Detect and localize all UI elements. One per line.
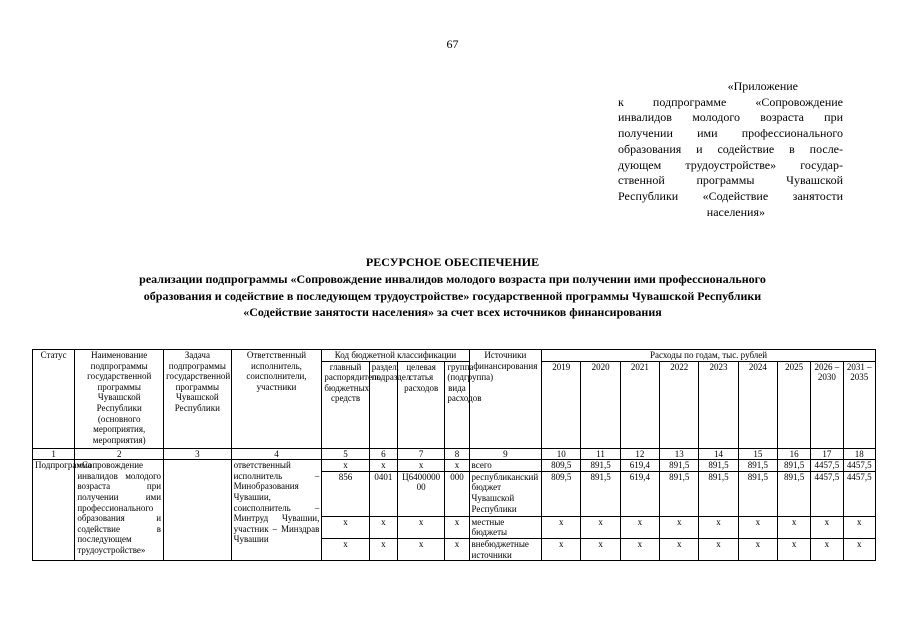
value-cell: 4457,5 <box>811 460 843 472</box>
appendix-line: «Приложение <box>727 79 798 93</box>
column-number: 15 <box>738 448 777 460</box>
header-year: 2021 <box>620 361 659 448</box>
value-cell: x <box>843 516 875 538</box>
header-group: группа (подгруппа) вида расходов <box>445 361 469 448</box>
value-cell: x <box>811 538 843 560</box>
column-number: 4 <box>231 448 322 460</box>
value-cell: 809,5 <box>542 460 581 472</box>
value-cell: 891,5 <box>699 460 738 472</box>
value-cell: 891,5 <box>581 471 620 516</box>
resource-table <box>32 349 876 561</box>
column-number: 7 <box>397 448 444 460</box>
value-cell: x <box>660 538 699 560</box>
source-cell: местные бюджеты <box>469 516 542 538</box>
value-cell: x <box>843 538 875 560</box>
appendix-line: образования и содействие в после- <box>618 141 843 156</box>
task-cell <box>164 460 232 561</box>
code-cell: x <box>322 516 369 538</box>
value-cell: 4457,5 <box>811 471 843 516</box>
subtitle-line: «Содействие занятости населения» за счет всех источников финансирования <box>243 305 662 319</box>
code-cell: x <box>369 516 397 538</box>
table-row <box>33 460 876 472</box>
header-status: Статус <box>33 350 75 449</box>
appendix-line: к подпрограмме «Сопровождение <box>618 94 843 109</box>
column-number: 13 <box>660 448 699 460</box>
header-expenses: Расходы по годам, тыс. рублей <box>542 350 876 362</box>
header-year: 2023 <box>699 361 738 448</box>
header-year: 2020 <box>581 361 620 448</box>
value-cell: 891,5 <box>660 471 699 516</box>
code-cell: x <box>445 538 469 560</box>
value-cell: x <box>699 538 738 560</box>
value-cell: x <box>699 516 738 538</box>
column-number: 5 <box>322 448 369 460</box>
document-subtitle <box>0 271 905 321</box>
value-cell: 619,4 <box>620 471 659 516</box>
value-cell: 4457,5 <box>843 471 875 516</box>
appendix-line: инвалидов молодого возраста при <box>618 110 843 125</box>
value-cell: 4457,5 <box>843 460 875 472</box>
responsible-cell: ответственный исполнитель – Минобразования Чувашии, соисполнитель – Минтруд Чувашии, участник – Минздрав Чувашии <box>231 460 322 561</box>
appendix-note <box>618 79 843 220</box>
value-cell: x <box>778 538 811 560</box>
header-task: Задача подпрограммы государственной программы Чувашской Республики <box>164 350 232 449</box>
code-cell: Ц640000000 <box>397 471 444 516</box>
code-cell: x <box>369 460 397 472</box>
header-responsible: Ответственный исполнитель, соисполнители, участники <box>231 350 322 449</box>
code-cell: x <box>445 516 469 538</box>
value-cell: x <box>738 538 777 560</box>
column-number: 2 <box>75 448 164 460</box>
value-cell: x <box>811 516 843 538</box>
code-cell: 0401 <box>369 471 397 516</box>
value-cell: 891,5 <box>738 460 777 472</box>
column-number: 10 <box>542 448 581 460</box>
column-number: 1 <box>33 448 75 460</box>
code-cell: x <box>397 460 444 472</box>
value-cell: 891,5 <box>581 460 620 472</box>
program-name-cell: «Сопровождение инвалидов молодого возраста при получении ими профессионального образования и содействие в последующем трудоустройстве» <box>75 460 164 561</box>
column-number: 17 <box>811 448 843 460</box>
header-name: Наименование подпрограммы государственной программы Чувашской Республики (основного мероприятия, мероприятия) <box>75 350 164 449</box>
value-cell: x <box>620 516 659 538</box>
value-cell: 891,5 <box>738 471 777 516</box>
value-cell: 891,5 <box>778 460 811 472</box>
column-number: 9 <box>469 448 542 460</box>
code-cell: x <box>369 538 397 560</box>
column-number: 12 <box>620 448 659 460</box>
code-cell: 000 <box>445 471 469 516</box>
column-number: 14 <box>699 448 738 460</box>
header-main-manager: главный распорядитель бюджетных средств <box>322 361 369 448</box>
code-cell: x <box>445 460 469 472</box>
value-cell: x <box>660 516 699 538</box>
header-year: 2019 <box>542 361 581 448</box>
status-cell: Подпрограмма <box>33 460 75 561</box>
source-cell: внебюджетные источники <box>469 538 542 560</box>
value-cell: 809,5 <box>542 471 581 516</box>
column-number: 6 <box>369 448 397 460</box>
header-year: 2022 <box>660 361 699 448</box>
column-number: 16 <box>778 448 811 460</box>
header-year: 2025 <box>778 361 811 448</box>
appendix-line: Республики «Содействие занятости <box>618 188 843 203</box>
value-cell: x <box>738 516 777 538</box>
subtitle-line: реализации подпрограммы «Сопровождение инвалидов молодого возраста при получении ими профессионального <box>139 272 766 286</box>
header-target: целевая статья расходов <box>397 361 444 448</box>
page-number: 67 <box>446 37 459 51</box>
value-cell: 891,5 <box>699 471 738 516</box>
code-cell: x <box>397 516 444 538</box>
appendix-line: ственной программы Чувашской <box>618 173 843 188</box>
appendix-line: населения» <box>706 204 765 219</box>
value-cell: 619,4 <box>620 460 659 472</box>
code-cell: 856 <box>322 471 369 516</box>
subtitle-line: образования и содействие в последующем трудоустройстве» государственной программы Чувашской Республики <box>143 288 762 303</box>
value-cell: 891,5 <box>660 460 699 472</box>
header-year: 2031 – 2035 <box>843 361 875 448</box>
column-number: 18 <box>843 448 875 460</box>
value-cell: x <box>581 538 620 560</box>
value-cell: x <box>778 516 811 538</box>
value-cell: x <box>542 538 581 560</box>
code-cell: x <box>397 538 444 560</box>
header-year: 2026 – 2030 <box>811 361 843 448</box>
header-year: 2024 <box>738 361 777 448</box>
header-sources: Источники финансирования <box>469 350 542 449</box>
source-cell: всего <box>469 460 542 472</box>
column-number: 11 <box>581 448 620 460</box>
appendix-line: дующем трудоустройстве» государ- <box>618 157 843 172</box>
column-number: 8 <box>445 448 469 460</box>
value-cell: x <box>620 538 659 560</box>
header-budget-code: Код бюджетной классификации <box>322 350 469 362</box>
value-cell: 891,5 <box>778 471 811 516</box>
appendix-line: получении ими профессионального <box>618 126 843 141</box>
value-cell: x <box>581 516 620 538</box>
source-cell: республиканский бюджет Чувашской Республики <box>469 471 542 516</box>
column-numbers-row <box>33 448 876 460</box>
value-cell: x <box>542 516 581 538</box>
code-cell: x <box>322 538 369 560</box>
header-section: раздел, подраздел <box>369 361 397 448</box>
column-number: 3 <box>164 448 232 460</box>
code-cell: x <box>322 460 369 472</box>
document-heading: РЕСУРСНОЕ ОБЕСПЕЧЕНИЕ <box>365 255 540 269</box>
